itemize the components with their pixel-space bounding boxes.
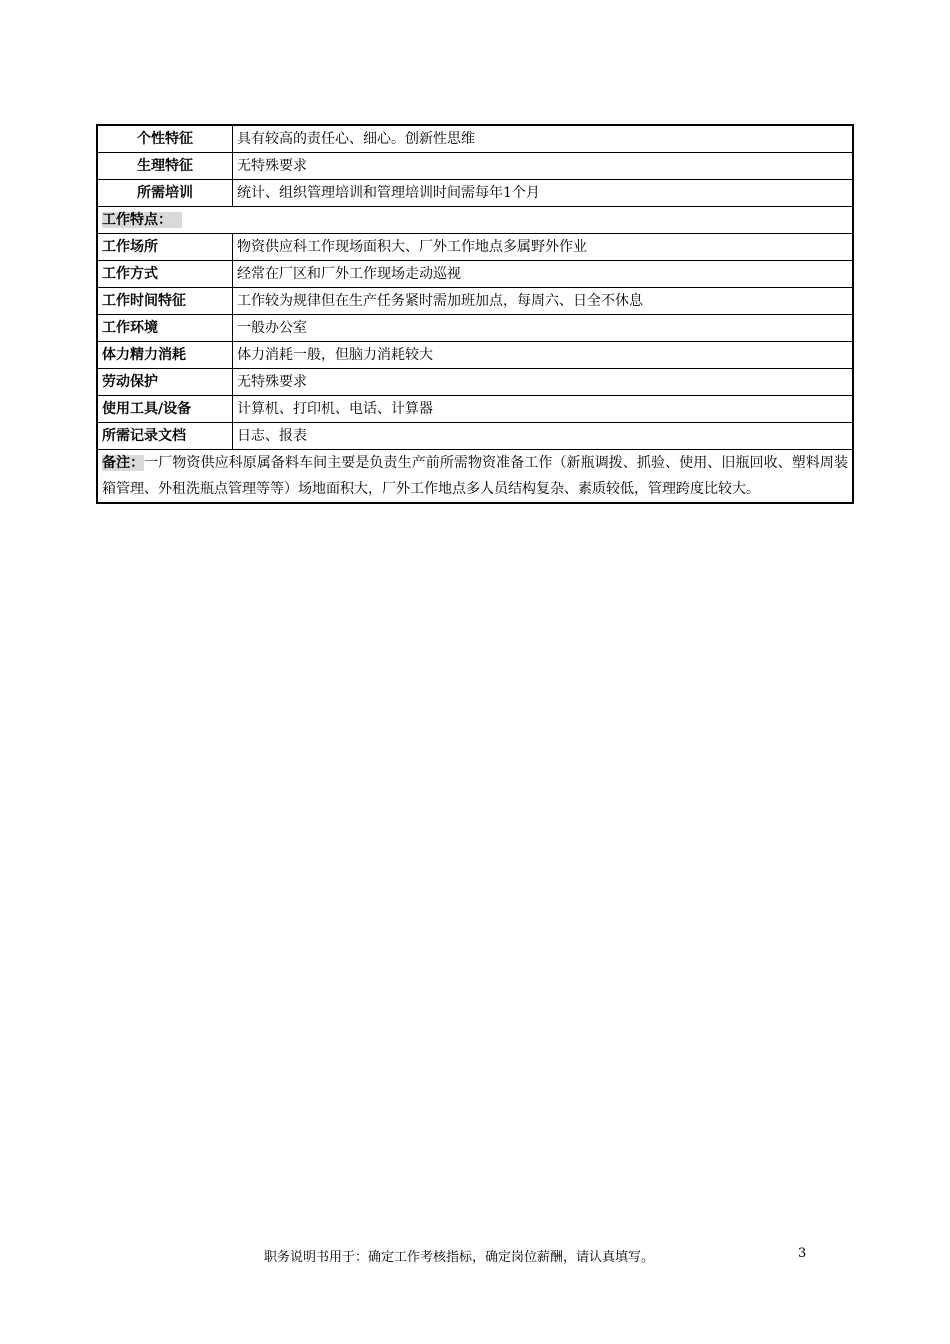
footer-text: 职务说明书用于：确定工作考核指标，确定岗位薪酬，请认真填写。 — [264, 1250, 655, 1265]
row-value: 统计、组织管理培训和管理培训时间需每年1个月 — [233, 180, 854, 207]
row-label: 工作方式 — [97, 261, 233, 288]
row-value: 无特殊要求 — [233, 369, 854, 396]
table-row — [97, 315, 853, 342]
table-row — [97, 369, 853, 396]
row-label: 个性特征 — [97, 125, 233, 153]
table-row — [97, 396, 853, 423]
row-label: 所需记录文档 — [97, 423, 233, 450]
row-value: 体力消耗一般，但脑力消耗较大 — [233, 342, 854, 369]
row-label: 工作时间特征 — [97, 288, 233, 315]
note-label: 备注： — [102, 455, 145, 471]
table-row — [97, 342, 853, 369]
section-header-row — [97, 207, 853, 234]
row-label: 体力精力消耗 — [97, 342, 233, 369]
row-label: 使用工具/设备 — [97, 396, 233, 423]
row-label: 工作环境 — [97, 315, 233, 342]
row-label: 劳动保护 — [97, 369, 233, 396]
row-value: 计算机、打印机、电话、计算器 — [233, 396, 854, 423]
row-value: 物资供应科工作现场面积大、厂外工作地点多属野外作业 — [233, 234, 854, 261]
row-value: 经常在厂区和厂外工作现场走动巡视 — [233, 261, 854, 288]
row-value: 具有较高的责任心、细心。创新性思维 — [233, 125, 854, 153]
table-row — [97, 288, 853, 315]
section-title: 工作特点： — [102, 212, 182, 228]
note-text: 一厂物资供应科原属备料车间主要是负责生产前所需物资准备工作（新瓶调拨、抓验、使用、旧瓶回收、塑料周装箱管理、外租洗瓶点管理等等）场地面积大，厂外工作地点多人员结构复杂、素质较低，管理跨度比较大。 — [102, 455, 849, 497]
job-description-table — [96, 124, 854, 504]
section-header — [97, 207, 853, 234]
row-value: 一般办公室 — [233, 315, 854, 342]
row-label: 所需培训 — [97, 180, 233, 207]
table-row — [97, 153, 853, 180]
note-row — [97, 450, 853, 504]
table-row — [97, 234, 853, 261]
table-row — [97, 261, 853, 288]
table-row — [97, 180, 853, 207]
row-value: 日志、报表 — [233, 423, 854, 450]
table-row — [97, 125, 853, 153]
note-cell — [97, 450, 853, 504]
row-label: 工作场所 — [97, 234, 233, 261]
row-value: 工作较为规律但在生产任务紧时需加班加点，每周六、日全不休息 — [233, 288, 854, 315]
row-value: 无特殊要求 — [233, 153, 854, 180]
row-label: 生理特征 — [97, 153, 233, 180]
table-row — [97, 423, 853, 450]
page-number: 3 — [798, 1246, 807, 1261]
